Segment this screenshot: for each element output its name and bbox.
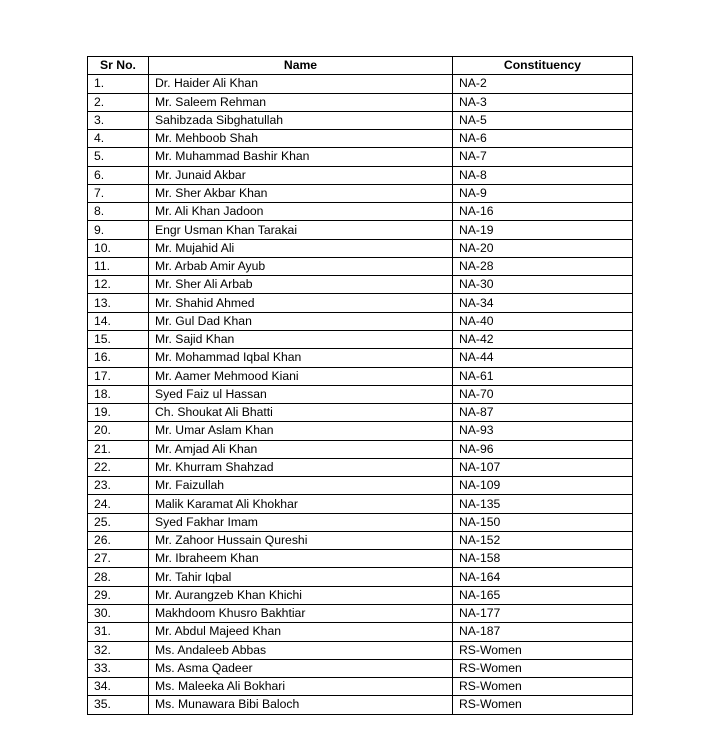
cell-sr-no: 31.: [88, 623, 149, 641]
cell-sr-no: 27.: [88, 550, 149, 568]
cell-name: Mr. Mohammad Iqbal Khan: [149, 349, 453, 367]
cell-sr-no: 14.: [88, 312, 149, 330]
cell-name: Mr. Saleem Rehman: [149, 93, 453, 111]
cell-constituency: RS-Women: [453, 641, 633, 659]
table-row: [88, 111, 633, 129]
cell-constituency: NA-61: [453, 367, 633, 385]
cell-name: Mr. Tahir Iqbal: [149, 568, 453, 586]
cell-sr-no: 35.: [88, 696, 149, 714]
cell-constituency: NA-40: [453, 312, 633, 330]
cell-constituency: NA-30: [453, 276, 633, 294]
cell-sr-no: 26.: [88, 531, 149, 549]
cell-constituency: NA-152: [453, 531, 633, 549]
table-row: [88, 312, 633, 330]
cell-name: Mr. Aamer Mehmood Kiani: [149, 367, 453, 385]
cell-name: Mr. Arbab Amir Ayub: [149, 257, 453, 275]
table-row: [88, 422, 633, 440]
cell-sr-no: 33.: [88, 659, 149, 677]
cell-sr-no: 8.: [88, 203, 149, 221]
table-row: [88, 404, 633, 422]
cell-name: Mr. Sajid Khan: [149, 330, 453, 348]
cell-constituency: NA-135: [453, 495, 633, 513]
cell-sr-no: 6.: [88, 166, 149, 184]
cell-sr-no: 22.: [88, 458, 149, 476]
table-row: [88, 568, 633, 586]
cell-sr-no: 12.: [88, 276, 149, 294]
cell-name: Mr. Amjad Ali Khan: [149, 440, 453, 458]
table-row: [88, 678, 633, 696]
table-row: [88, 513, 633, 531]
cell-name: Mr. Aurangzeb Khan Khichi: [149, 586, 453, 604]
cell-sr-no: 24.: [88, 495, 149, 513]
cell-name: Mr. Muhammad Bashir Khan: [149, 148, 453, 166]
cell-sr-no: 29.: [88, 586, 149, 604]
cell-sr-no: 1.: [88, 75, 149, 93]
cell-sr-no: 13.: [88, 294, 149, 312]
cell-name: Ms. Munawara Bibi Baloch: [149, 696, 453, 714]
cell-sr-no: 10.: [88, 239, 149, 257]
cell-name: Ch. Shoukat Ali Bhatti: [149, 404, 453, 422]
cell-name: Ms. Maleeka Ali Bokhari: [149, 678, 453, 696]
header-name: Name: [149, 57, 453, 75]
cell-sr-no: 9.: [88, 221, 149, 239]
table-row: [88, 148, 633, 166]
cell-sr-no: 17.: [88, 367, 149, 385]
cell-sr-no: 4.: [88, 130, 149, 148]
cell-name: Mr. Umar Aslam Khan: [149, 422, 453, 440]
table-row: [88, 458, 633, 476]
cell-name: Mr. Khurram Shahzad: [149, 458, 453, 476]
cell-constituency: NA-158: [453, 550, 633, 568]
cell-name: Mr. Junaid Akbar: [149, 166, 453, 184]
cell-constituency: NA-42: [453, 330, 633, 348]
cell-sr-no: 5.: [88, 148, 149, 166]
table-row: [88, 276, 633, 294]
table-row: [88, 130, 633, 148]
table-row: [88, 184, 633, 202]
table-row: [88, 203, 633, 221]
table-row: [88, 294, 633, 312]
table-row: [88, 659, 633, 677]
table-row: [88, 550, 633, 568]
cell-name: Makhdoom Khusro Bakhtiar: [149, 604, 453, 622]
cell-constituency: NA-165: [453, 586, 633, 604]
table-row: [88, 330, 633, 348]
cell-name: Syed Faiz ul Hassan: [149, 385, 453, 403]
header-constituency: Constituency: [453, 57, 633, 75]
table-row: [88, 495, 633, 513]
cell-name: Mr. Mujahid Ali: [149, 239, 453, 257]
cell-constituency: NA-3: [453, 93, 633, 111]
members-table: [87, 56, 633, 715]
cell-constituency: NA-164: [453, 568, 633, 586]
cell-sr-no: 32.: [88, 641, 149, 659]
cell-name: Mr. Abdul Majeed Khan: [149, 623, 453, 641]
cell-sr-no: 28.: [88, 568, 149, 586]
cell-sr-no: 20.: [88, 422, 149, 440]
cell-name: Mr. Faizullah: [149, 477, 453, 495]
table-row: [88, 221, 633, 239]
table-row: [88, 440, 633, 458]
cell-constituency: NA-96: [453, 440, 633, 458]
cell-constituency: NA-7: [453, 148, 633, 166]
cell-name: Engr Usman Khan Tarakai: [149, 221, 453, 239]
cell-constituency: NA-8: [453, 166, 633, 184]
cell-sr-no: 11.: [88, 257, 149, 275]
cell-sr-no: 18.: [88, 385, 149, 403]
cell-constituency: RS-Women: [453, 678, 633, 696]
cell-name: Mr. Gul Dad Khan: [149, 312, 453, 330]
cell-constituency: NA-44: [453, 349, 633, 367]
cell-sr-no: 16.: [88, 349, 149, 367]
table-row: [88, 75, 633, 93]
table-row: [88, 257, 633, 275]
table-row: [88, 623, 633, 641]
cell-sr-no: 25.: [88, 513, 149, 531]
table-row: [88, 385, 633, 403]
table-row: [88, 93, 633, 111]
cell-constituency: NA-70: [453, 385, 633, 403]
table-row: [88, 477, 633, 495]
cell-constituency: NA-5: [453, 111, 633, 129]
cell-constituency: NA-6: [453, 130, 633, 148]
cell-name: Mr. Zahoor Hussain Qureshi: [149, 531, 453, 549]
cell-constituency: NA-16: [453, 203, 633, 221]
table-row: [88, 349, 633, 367]
cell-sr-no: 21.: [88, 440, 149, 458]
cell-constituency: NA-19: [453, 221, 633, 239]
cell-sr-no: 7.: [88, 184, 149, 202]
cell-sr-no: 30.: [88, 604, 149, 622]
cell-sr-no: 3.: [88, 111, 149, 129]
cell-constituency: NA-150: [453, 513, 633, 531]
cell-sr-no: 15.: [88, 330, 149, 348]
cell-constituency: NA-2: [453, 75, 633, 93]
cell-constituency: RS-Women: [453, 696, 633, 714]
table-row: [88, 586, 633, 604]
cell-name: Mr. Ali Khan Jadoon: [149, 203, 453, 221]
cell-sr-no: 23.: [88, 477, 149, 495]
table-row: [88, 531, 633, 549]
cell-name: Ms. Andaleeb Abbas: [149, 641, 453, 659]
cell-name: Mr. Shahid Ahmed: [149, 294, 453, 312]
cell-constituency: NA-187: [453, 623, 633, 641]
cell-name: Dr. Haider Ali Khan: [149, 75, 453, 93]
table-row: [88, 239, 633, 257]
cell-constituency: NA-109: [453, 477, 633, 495]
cell-constituency: NA-34: [453, 294, 633, 312]
cell-constituency: NA-87: [453, 404, 633, 422]
cell-name: Malik Karamat Ali Khokhar: [149, 495, 453, 513]
cell-sr-no: 34.: [88, 678, 149, 696]
table-row: [88, 696, 633, 714]
cell-name: Ms. Asma Qadeer: [149, 659, 453, 677]
cell-name: Mr. Sher Akbar Khan: [149, 184, 453, 202]
table-row: [88, 641, 633, 659]
cell-constituency: NA-28: [453, 257, 633, 275]
cell-name: Syed Fakhar Imam: [149, 513, 453, 531]
cell-name: Mr. Mehboob Shah: [149, 130, 453, 148]
table-row: [88, 604, 633, 622]
cell-constituency: RS-Women: [453, 659, 633, 677]
header-sr-no: Sr No.: [88, 57, 149, 75]
cell-constituency: NA-9: [453, 184, 633, 202]
cell-sr-no: 19.: [88, 404, 149, 422]
cell-name: Sahibzada Sibghatullah: [149, 111, 453, 129]
table-header-row: [88, 57, 633, 75]
cell-name: Mr. Sher Ali Arbab: [149, 276, 453, 294]
cell-constituency: NA-93: [453, 422, 633, 440]
table-row: [88, 367, 633, 385]
table-row: [88, 166, 633, 184]
cell-sr-no: 2.: [88, 93, 149, 111]
cell-constituency: NA-177: [453, 604, 633, 622]
cell-name: Mr. Ibraheem Khan: [149, 550, 453, 568]
cell-constituency: NA-107: [453, 458, 633, 476]
cell-constituency: NA-20: [453, 239, 633, 257]
